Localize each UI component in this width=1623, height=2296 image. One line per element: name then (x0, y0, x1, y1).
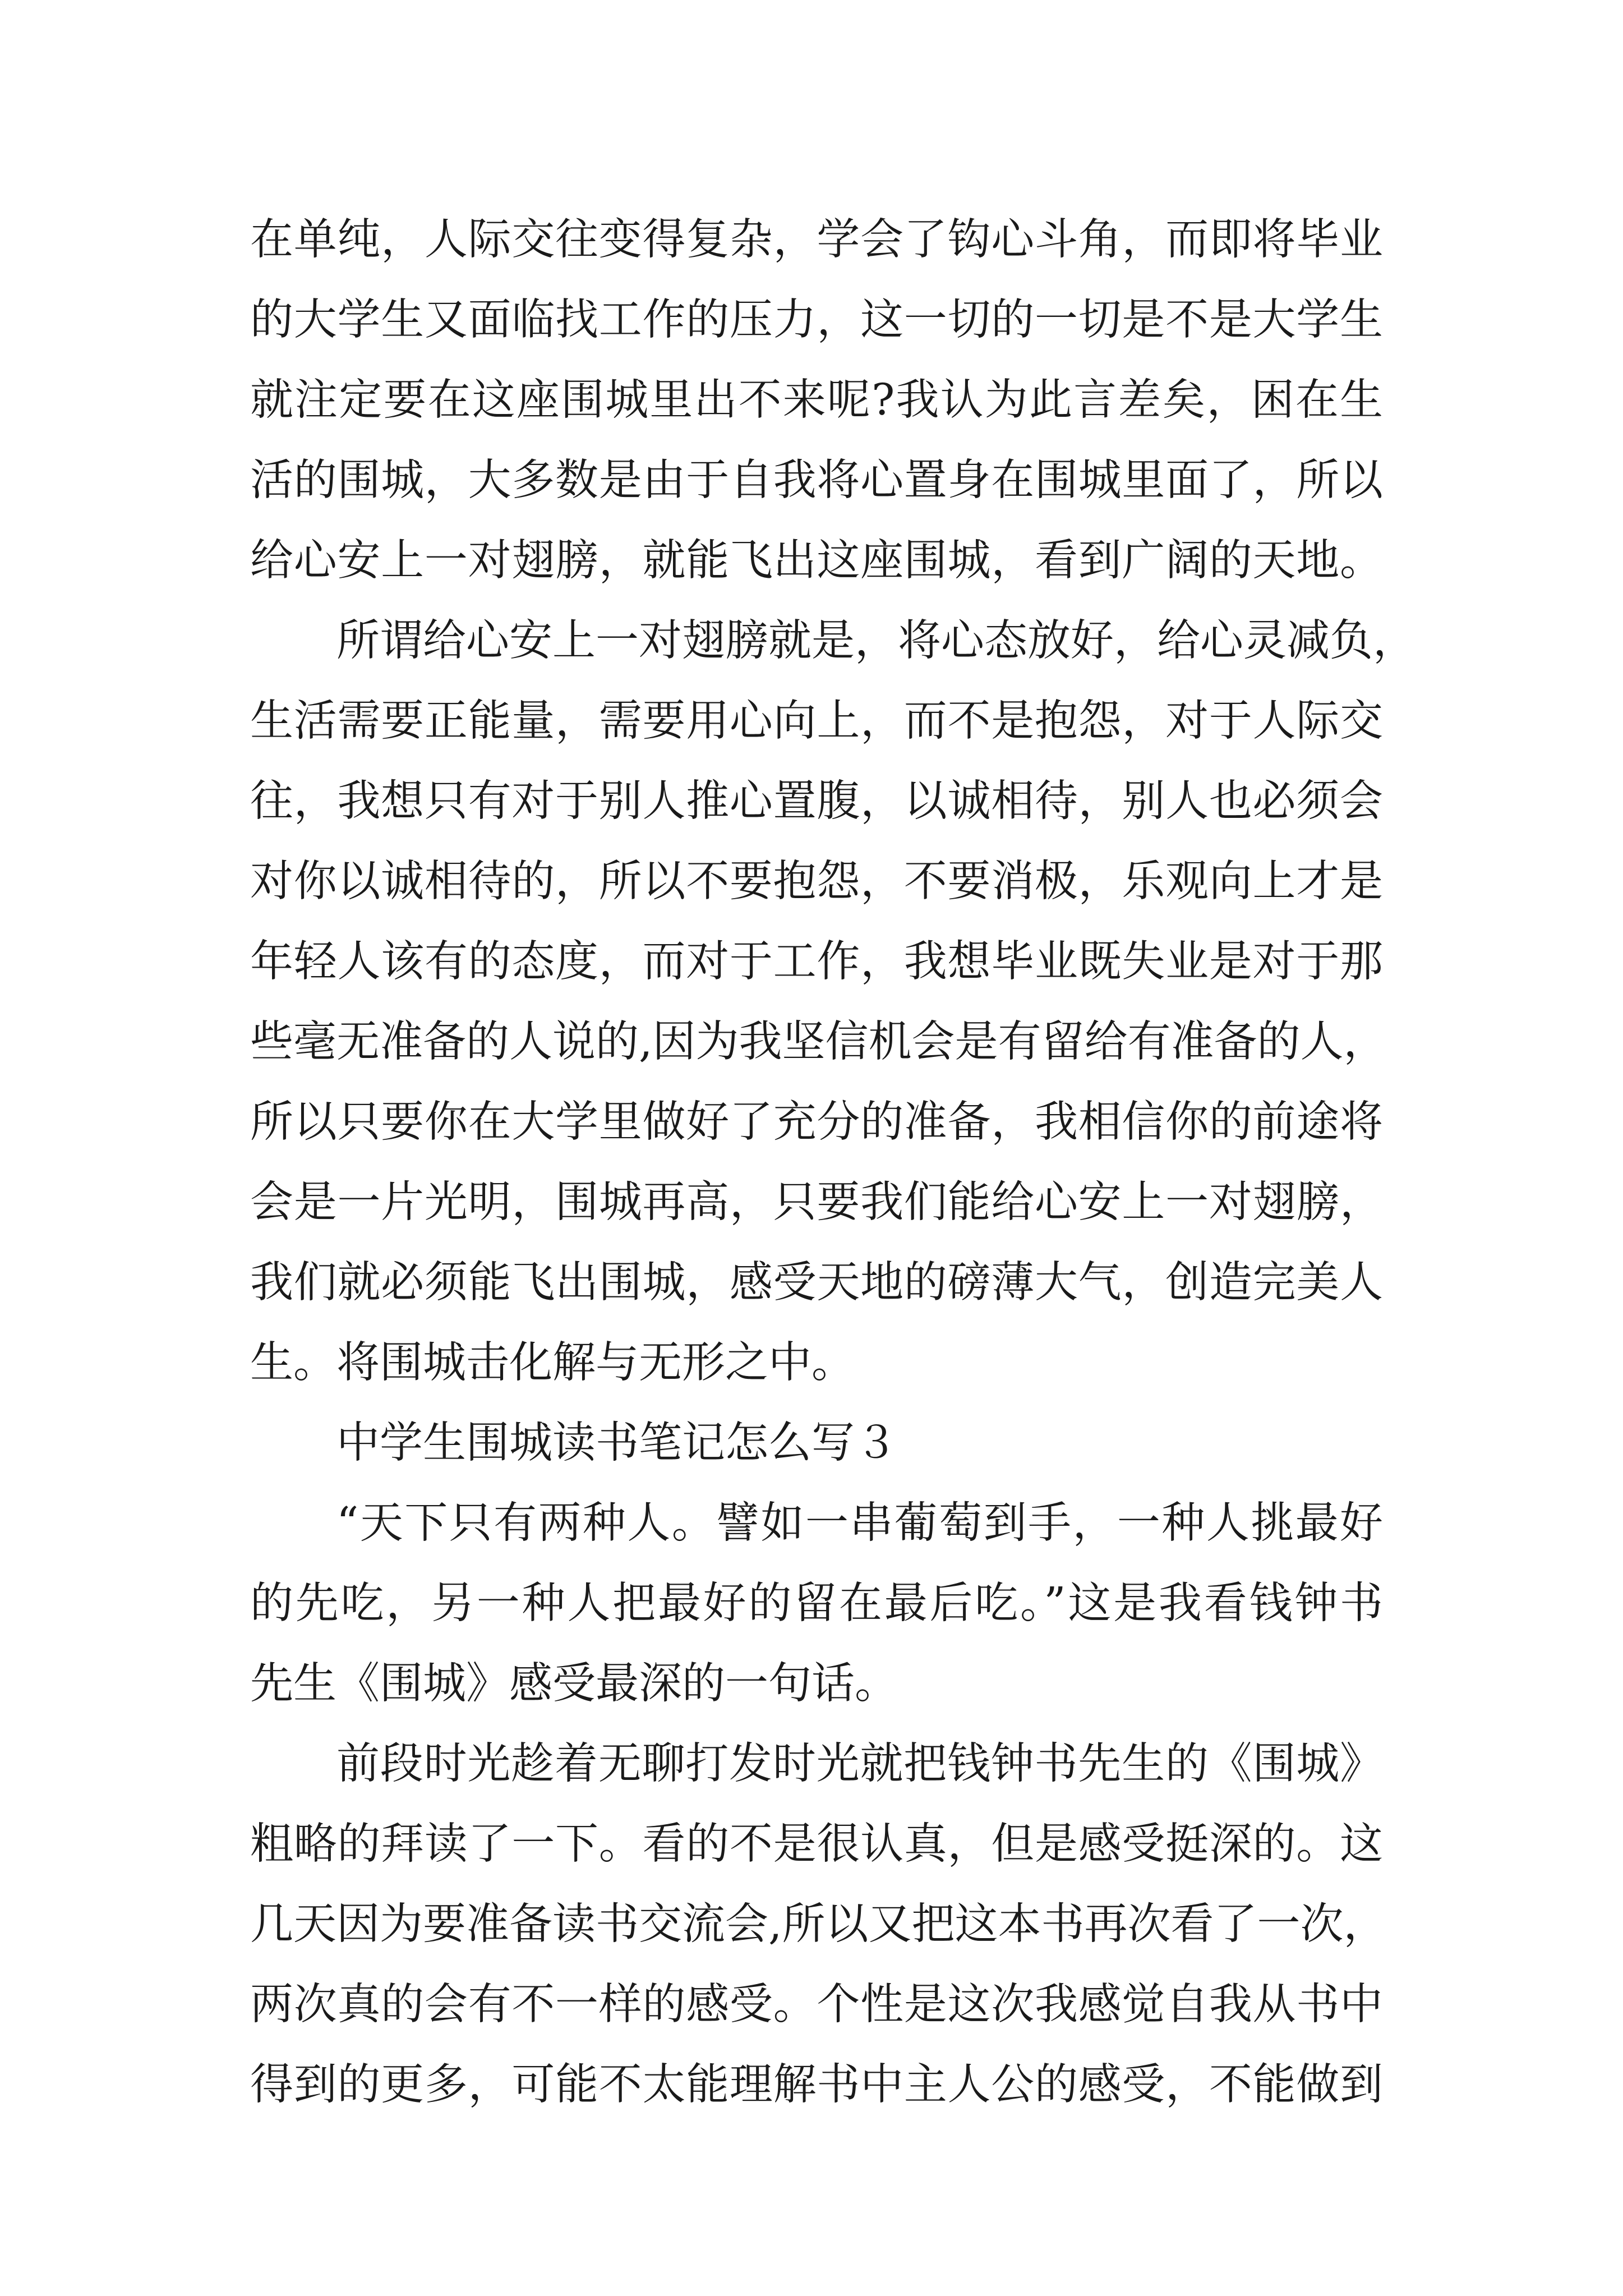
text-line: 几天因为要准备读书交流会,所以又把这本书再次看了一次， (250, 1899, 1387, 1949)
text-line: 中学生围城读书笔记怎么写３ (336, 1418, 898, 1468)
text-line: 生活需要正能量，需要用心向上，而不是抱怨，对于人际交 (250, 696, 1383, 746)
text-line: 给心安上一对翅膀，就能飞出这座围城，看到广阔的天地。 (250, 536, 1383, 586)
text-line: 前段时光趁着无聊打发时光就把钱钟书先生的《围城》 (336, 1739, 1383, 1789)
text-line: 些毫无准备的人说的,因为我坚信机会是有留给有准备的人， (250, 1017, 1387, 1067)
text-line: 往，我想只有对于别人推心置腹，以诚相待，别人也必须会 (250, 776, 1383, 826)
text-line: 对你以诚相待的，所以不要抱怨，不要消极，乐观向上才是 (250, 857, 1383, 907)
text-line: “天下只有两种人。譬如一串葡萄到手，一种人挑最好 (336, 1498, 1383, 1548)
text-line: 两次真的会有不一样的感受。个性是这次我感觉自我从书中 (250, 1980, 1383, 2030)
text-line: 就注定要在这座围城里出不来呢?我认为此言差矣，困在生 (250, 375, 1383, 425)
text-line: 在单纯，人际交往变得复杂，学会了钩心斗角，而即将毕业 (250, 215, 1383, 265)
text-line: 先生《围城》感受最深的一句话。 (250, 1659, 898, 1709)
text-line: 所谓给心安上一对翅膀就是，将心态放好，给心灵减负， (336, 616, 1416, 666)
text-line: 活的围城，大多数是由于自我将心置身在围城里面了，所以 (250, 455, 1383, 505)
text-line: 得到的更多，可能不太能理解书中主人公的感受，不能做到 (250, 2060, 1383, 2110)
text-line: 年轻人该有的态度，而对于工作，我想毕业既失业是对于那 (250, 937, 1383, 987)
text-line: 粗略的拜读了一下。看的不是很认真，但是感受挺深的。这 (250, 1819, 1383, 1869)
document-body (250, 200, 1416, 2125)
text-line: 我们就必须能飞出围城，感受天地的磅薄大气，创造完美人 (250, 1258, 1383, 1308)
text-line: 的大学生又面临找工作的压力，这一切的一切是不是大学生 (250, 295, 1383, 345)
text-line: 生。将围城击化解与无形之中。 (250, 1338, 855, 1388)
text-line: 会是一片光明，围城再高，只要我们能给心安上一对翅膀， (250, 1177, 1383, 1227)
text-line: 所以只要你在大学里做好了充分的准备，我相信你的前途将 (250, 1097, 1383, 1147)
text-line: 的先吃，另一种人把最好的留在最后吃。”这是我看钱钟书 (250, 1579, 1383, 1628)
